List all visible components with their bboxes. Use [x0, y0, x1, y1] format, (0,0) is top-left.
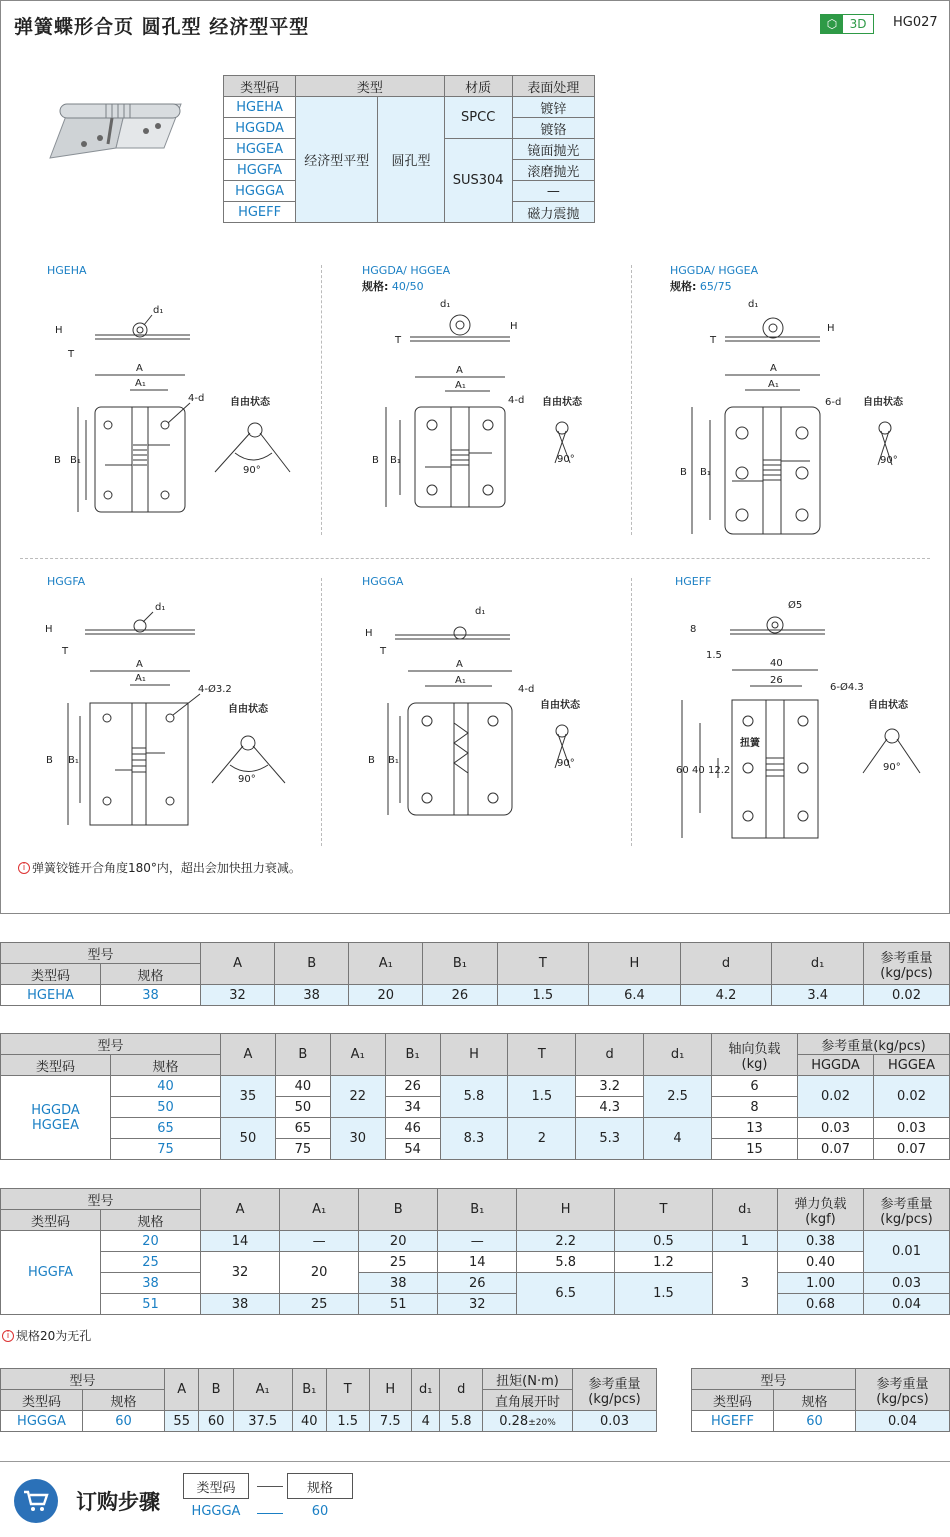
drawing-label: HGGDA/ HGGEA: [362, 264, 451, 277]
th: B: [199, 1369, 233, 1411]
cell: 0.02: [874, 1076, 950, 1118]
th: H: [440, 1034, 508, 1076]
hole-cell: 圆孔型: [378, 97, 444, 223]
cell: 1.5: [326, 1411, 369, 1432]
cell: 3.2: [576, 1076, 644, 1097]
cell: 25: [280, 1294, 359, 1315]
svg-text:4-d: 4-d: [188, 393, 205, 404]
cell: 34: [385, 1097, 440, 1118]
th: B₁: [423, 943, 497, 985]
cell: 0.07: [798, 1139, 874, 1160]
cell: 32: [201, 985, 275, 1006]
th-weight: 参考重量 (kg/pcs): [864, 1189, 950, 1231]
product-code: HG027: [893, 15, 938, 30]
cell: 2: [508, 1118, 576, 1160]
th-spec: 规格: [111, 1055, 221, 1076]
cell: 20: [280, 1252, 359, 1294]
svg-text:A: A: [456, 659, 463, 670]
svg-text:H: H: [510, 321, 518, 332]
svg-text:A: A: [136, 659, 143, 670]
svg-text:4-d: 4-d: [508, 395, 525, 406]
cell: 1: [712, 1231, 777, 1252]
cell: 7.5: [369, 1411, 412, 1432]
cell: 55: [165, 1411, 199, 1432]
th-code: 类型码: [1, 964, 101, 985]
svg-text:40: 40: [692, 765, 705, 776]
surface-cell: —: [512, 181, 594, 202]
cell: 6: [712, 1076, 798, 1097]
cell: HGEHA: [1, 985, 101, 1006]
drawing-hggda-large: [670, 295, 940, 540]
cell: 20: [101, 1231, 201, 1252]
spec-table-hggga: [0, 1368, 657, 1432]
th: T: [326, 1369, 369, 1411]
th: A₁: [280, 1189, 359, 1231]
svg-text:d₁: d₁: [748, 299, 759, 310]
svg-text:d₁: d₁: [153, 305, 164, 316]
cell: 8: [712, 1097, 798, 1118]
divider: [20, 558, 930, 559]
th: T: [508, 1034, 576, 1076]
info-icon: i: [18, 862, 30, 874]
cell: 50: [221, 1118, 276, 1160]
th: A₁: [233, 1369, 292, 1411]
cell: 75: [275, 1139, 330, 1160]
svg-text:A₁: A₁: [455, 380, 466, 391]
material-cell: SUS304: [444, 139, 512, 223]
order-spec-box: 规格: [287, 1473, 353, 1499]
cell: 75: [111, 1139, 221, 1160]
spec-table-hggda: [0, 1033, 950, 1160]
svg-text:d₁: d₁: [475, 606, 486, 617]
drawing-spec: 规格: 65/75: [670, 280, 732, 293]
cell: 38: [101, 1273, 201, 1294]
cell: 30: [330, 1118, 385, 1160]
svg-text:自由状态: 自由状态: [868, 700, 908, 711]
th-surface: 表面处理: [512, 76, 594, 97]
th-weight: 参考重量 (kg/pcs): [864, 943, 950, 985]
th: HGGDA: [798, 1055, 874, 1076]
drawing-label: HGGFA: [47, 575, 86, 588]
cell: 5.8: [517, 1252, 615, 1273]
svg-text:Ø5: Ø5: [788, 600, 803, 611]
th: B₁: [292, 1369, 326, 1411]
svg-text:B₁: B₁: [390, 455, 401, 466]
drawing-label: HGGDA/ HGGEA: [670, 264, 759, 277]
cell: 22: [330, 1076, 385, 1118]
cell: 0.38: [778, 1231, 864, 1252]
svg-text:90°: 90°: [243, 465, 261, 476]
svg-text:T: T: [380, 646, 387, 657]
cell: 0.01: [864, 1231, 950, 1273]
svg-text:26: 26: [770, 675, 783, 686]
cell: HGGDA HGGEA: [1, 1076, 111, 1160]
svg-text:6-d: 6-d: [825, 397, 842, 408]
note-angle: i 弹簧铰链开合角度180°内，超出会加快扭力衰减。: [18, 859, 301, 876]
order-connector: [257, 1513, 283, 1514]
th: d₁: [772, 943, 864, 985]
cell: 4.2: [680, 985, 772, 1006]
cell: 38: [101, 985, 201, 1006]
cart-icon: [14, 1479, 58, 1523]
svg-text:T: T: [62, 646, 69, 657]
cell: 1.2: [615, 1252, 713, 1273]
svg-text:H: H: [365, 628, 373, 639]
cell: 50: [275, 1097, 330, 1118]
svg-text:60: 60: [676, 765, 689, 776]
cell: 0.04: [856, 1411, 950, 1432]
th-code: 类型码: [1, 1390, 83, 1411]
svg-text:4-Ø3.2: 4-Ø3.2: [198, 684, 232, 695]
type-code: HGGFA: [224, 160, 296, 181]
svg-text:B: B: [46, 755, 53, 766]
type-code: HGGDA: [224, 118, 296, 139]
th-spec: 规格: [101, 1210, 201, 1231]
cell: 2.5: [644, 1076, 712, 1118]
type-code: HGEHA: [224, 97, 296, 118]
cell: HGGFA: [1, 1231, 101, 1315]
surface-cell: 磁力震抛: [512, 202, 594, 223]
svg-text:90°: 90°: [557, 758, 575, 769]
cell: 40: [111, 1076, 221, 1097]
cell: 51: [101, 1294, 201, 1315]
th: H: [517, 1189, 615, 1231]
svg-text:自由状态: 自由状态: [230, 397, 270, 408]
svg-text:12.2: 12.2: [708, 765, 731, 776]
cell: 26: [438, 1273, 517, 1294]
cell: 15: [712, 1139, 798, 1160]
type-table: [223, 75, 595, 223]
cell: 40: [275, 1076, 330, 1097]
drawing-label: HGGGA: [362, 575, 404, 588]
cell: 1.5: [615, 1273, 713, 1315]
th-spec: 规格: [774, 1390, 856, 1411]
type-code: HGGEA: [224, 139, 296, 160]
order-spec-value: 60: [311, 1504, 329, 1519]
svg-text:B: B: [372, 455, 379, 466]
cell: —: [438, 1231, 517, 1252]
th: d₁: [412, 1369, 440, 1411]
th: T: [497, 943, 589, 985]
th: d: [440, 1369, 483, 1411]
cell: 4: [412, 1411, 440, 1432]
svg-text:A₁: A₁: [135, 673, 146, 684]
type-code: HGEFF: [224, 202, 296, 223]
divider: [321, 578, 322, 846]
cell: 25: [359, 1252, 438, 1273]
svg-text:B: B: [54, 455, 61, 466]
svg-text:H: H: [45, 624, 53, 635]
drawing-spec: 规格: 40/50: [362, 280, 424, 293]
divider: [631, 265, 632, 535]
th: HGGEA: [874, 1055, 950, 1076]
th: A₁: [349, 943, 423, 985]
cell: 25: [101, 1252, 201, 1273]
th-model: 型号: [1, 1369, 165, 1390]
cell: 51: [359, 1294, 438, 1315]
svg-text:4-d: 4-d: [518, 684, 535, 695]
th-weight: 参考重量(kg/pcs): [798, 1034, 950, 1055]
th-weight: 参考重量 (kg/pcs): [573, 1369, 657, 1411]
th: A: [201, 943, 275, 985]
th-type: 类型: [296, 76, 444, 97]
svg-text:B: B: [680, 467, 687, 478]
order-steps: [0, 1461, 950, 1537]
surface-cell: 镜面抛光: [512, 139, 594, 160]
surface-cell: 镀锌: [512, 97, 594, 118]
th: A₁: [330, 1034, 385, 1076]
svg-text:A₁: A₁: [135, 378, 146, 389]
th: A: [221, 1034, 276, 1076]
cell: 3: [712, 1252, 777, 1315]
th-force: 弹力负载 (kgf): [778, 1189, 864, 1231]
th-model: 型号: [692, 1369, 856, 1390]
drawing-hggga: [360, 598, 630, 833]
cell: 65: [275, 1118, 330, 1139]
cell: 13: [712, 1118, 798, 1139]
info-icon: i: [2, 1330, 14, 1342]
cell: 0.02: [798, 1076, 874, 1118]
cell: 38: [359, 1273, 438, 1294]
th: d₁: [712, 1189, 777, 1231]
cell: 5.3: [576, 1118, 644, 1160]
cell: HGGGA: [1, 1411, 83, 1432]
th-code: 类型码: [1, 1055, 111, 1076]
cell: 5.8: [440, 1076, 508, 1118]
th-model: 型号: [1, 1189, 201, 1210]
note-spec20: i 规格20为无孔: [2, 1327, 91, 1344]
svg-text:90°: 90°: [557, 454, 575, 465]
cell: 60: [83, 1411, 165, 1432]
cell: 32: [201, 1252, 280, 1294]
cell: 35: [221, 1076, 276, 1118]
drawing-hggfa: [40, 598, 315, 833]
cell: 6.4: [589, 985, 681, 1006]
cell: 5.8: [440, 1411, 483, 1432]
drawing-label: HGEFF: [675, 575, 712, 588]
surface-cell: 镀铬: [512, 118, 594, 139]
cell: 32: [438, 1294, 517, 1315]
order-code-box: 类型码: [183, 1473, 249, 1499]
th-weight: 参考重量 (kg/pcs): [856, 1369, 950, 1411]
svg-text:T: T: [68, 349, 75, 360]
svg-text:B₁: B₁: [700, 467, 711, 478]
svg-text:T: T: [395, 335, 402, 346]
cell: 0.03: [798, 1118, 874, 1139]
th-code: 类型码: [224, 76, 296, 97]
material-cell: SPCC: [444, 97, 512, 139]
th-load: 轴向负载 (kg): [712, 1034, 798, 1076]
order-title: 订购步骤: [76, 1490, 160, 1514]
svg-text:90°: 90°: [880, 455, 898, 466]
svg-text:H: H: [827, 323, 835, 334]
drawing-hggda-small: [360, 295, 630, 535]
cube-icon: ⬡: [821, 15, 843, 33]
cell: 0.68: [778, 1294, 864, 1315]
cell: 20: [349, 985, 423, 1006]
cell: 20: [359, 1231, 438, 1252]
th: H: [369, 1369, 412, 1411]
th: d: [576, 1034, 644, 1076]
th-code: 类型码: [1, 1210, 101, 1231]
cell: 46: [385, 1118, 440, 1139]
th: B: [275, 1034, 330, 1076]
cell: 0.5: [615, 1231, 713, 1252]
cell: 38: [201, 1294, 280, 1315]
cell: 26: [423, 985, 497, 1006]
cell: 26: [385, 1076, 440, 1097]
cell: 1.5: [508, 1076, 576, 1118]
svg-text:A₁: A₁: [455, 675, 466, 686]
cell: 0.07: [874, 1139, 950, 1160]
cell: 8.3: [440, 1118, 508, 1160]
svg-text:H: H: [55, 325, 63, 336]
cell: 14: [201, 1231, 280, 1252]
svg-text:40: 40: [770, 658, 783, 669]
spec-table-hgeha: [0, 942, 950, 1006]
th: B: [359, 1189, 438, 1231]
cell: 60: [774, 1411, 856, 1432]
cell: 1.5: [497, 985, 589, 1006]
cell: 0.28±20%: [483, 1411, 573, 1432]
svg-text:自由状态: 自由状态: [228, 704, 268, 715]
th: H: [589, 943, 681, 985]
th-material: 材质: [444, 76, 512, 97]
th-code: 类型码: [692, 1390, 774, 1411]
cell: 0.03: [874, 1118, 950, 1139]
svg-text:自由状态: 自由状态: [863, 397, 903, 408]
cell: 6.5: [517, 1273, 615, 1315]
th-model: 型号: [1, 943, 201, 964]
svg-text:8: 8: [690, 624, 697, 635]
cell: 40: [292, 1411, 326, 1432]
th-model: 型号: [1, 1034, 221, 1055]
type-code: HGGGA: [224, 181, 296, 202]
th-spec: 规格: [101, 964, 201, 985]
cell: 38: [275, 985, 349, 1006]
svg-text:d₁: d₁: [155, 602, 166, 613]
svg-text:A: A: [456, 365, 463, 376]
th-torque2: 直角展开时: [483, 1390, 573, 1411]
order-code-value: HGGGA: [191, 1504, 241, 1519]
svg-text:B₁: B₁: [70, 455, 81, 466]
svg-text:自由状态: 自由状态: [540, 700, 580, 711]
th: B₁: [385, 1034, 440, 1076]
svg-text:1.5: 1.5: [706, 650, 722, 661]
th: A: [165, 1369, 199, 1411]
svg-text:90°: 90°: [883, 762, 901, 773]
cell: 60: [199, 1411, 233, 1432]
th: T: [615, 1189, 713, 1231]
th: d₁: [644, 1034, 712, 1076]
th-torque: 扭矩(N·m): [483, 1369, 573, 1390]
cell: 54: [385, 1139, 440, 1160]
cell: 1.00: [778, 1273, 864, 1294]
svg-text:d₁: d₁: [440, 299, 451, 310]
cell: 14: [438, 1252, 517, 1273]
cell: 0.03: [864, 1273, 950, 1294]
page-title: 弹簧蝶形合页 圆孔型 经济型平型: [14, 16, 310, 38]
order-connector: [257, 1486, 283, 1487]
divider: [321, 265, 322, 535]
drawing-label: HGEHA: [47, 264, 87, 277]
th: B₁: [438, 1189, 517, 1231]
svg-text:A: A: [770, 363, 777, 374]
cell: 0.02: [864, 985, 950, 1006]
cell: 37.5: [233, 1411, 292, 1432]
drawing-hgeha: [40, 295, 315, 535]
svg-text:B₁: B₁: [388, 755, 399, 766]
svg-text:自由状态: 自由状态: [542, 397, 582, 408]
cell: 50: [111, 1097, 221, 1118]
svg-text:T: T: [710, 335, 717, 346]
svg-text:A₁: A₁: [768, 379, 779, 390]
svg-text:B: B: [368, 755, 375, 766]
drawing-hgeff: [670, 598, 940, 843]
spec-table-hggfa: [0, 1188, 950, 1315]
cell: 3.4: [772, 985, 864, 1006]
svg-text:A: A: [136, 363, 143, 374]
th: d: [680, 943, 772, 985]
svg-text:6-Ø4.3: 6-Ø4.3: [830, 682, 864, 693]
svg-text:B₁: B₁: [68, 755, 79, 766]
surface-cell: 滚磨抛光: [512, 160, 594, 181]
cell: 0.40: [778, 1252, 864, 1273]
3d-button[interactable]: [820, 14, 874, 34]
cell: —: [280, 1231, 359, 1252]
cell: HGEFF: [692, 1411, 774, 1432]
th-spec: 规格: [83, 1390, 165, 1411]
type-cell: 经济型平型: [296, 97, 378, 223]
svg-text:90°: 90°: [238, 774, 256, 785]
3d-label: 3D: [849, 17, 867, 31]
th: B: [275, 943, 349, 985]
spec-table-hgeff: [691, 1368, 950, 1432]
cell: 0.03: [573, 1411, 657, 1432]
cell: 0.04: [864, 1294, 950, 1315]
th: A: [201, 1189, 280, 1231]
divider: [631, 578, 632, 846]
svg-text:扭簧: 扭簧: [740, 738, 760, 749]
cell: 4.3: [576, 1097, 644, 1118]
cell: 2.2: [517, 1231, 615, 1252]
cell: 4: [644, 1118, 712, 1160]
cell: 65: [111, 1118, 221, 1139]
hinge-photo: [46, 86, 186, 166]
